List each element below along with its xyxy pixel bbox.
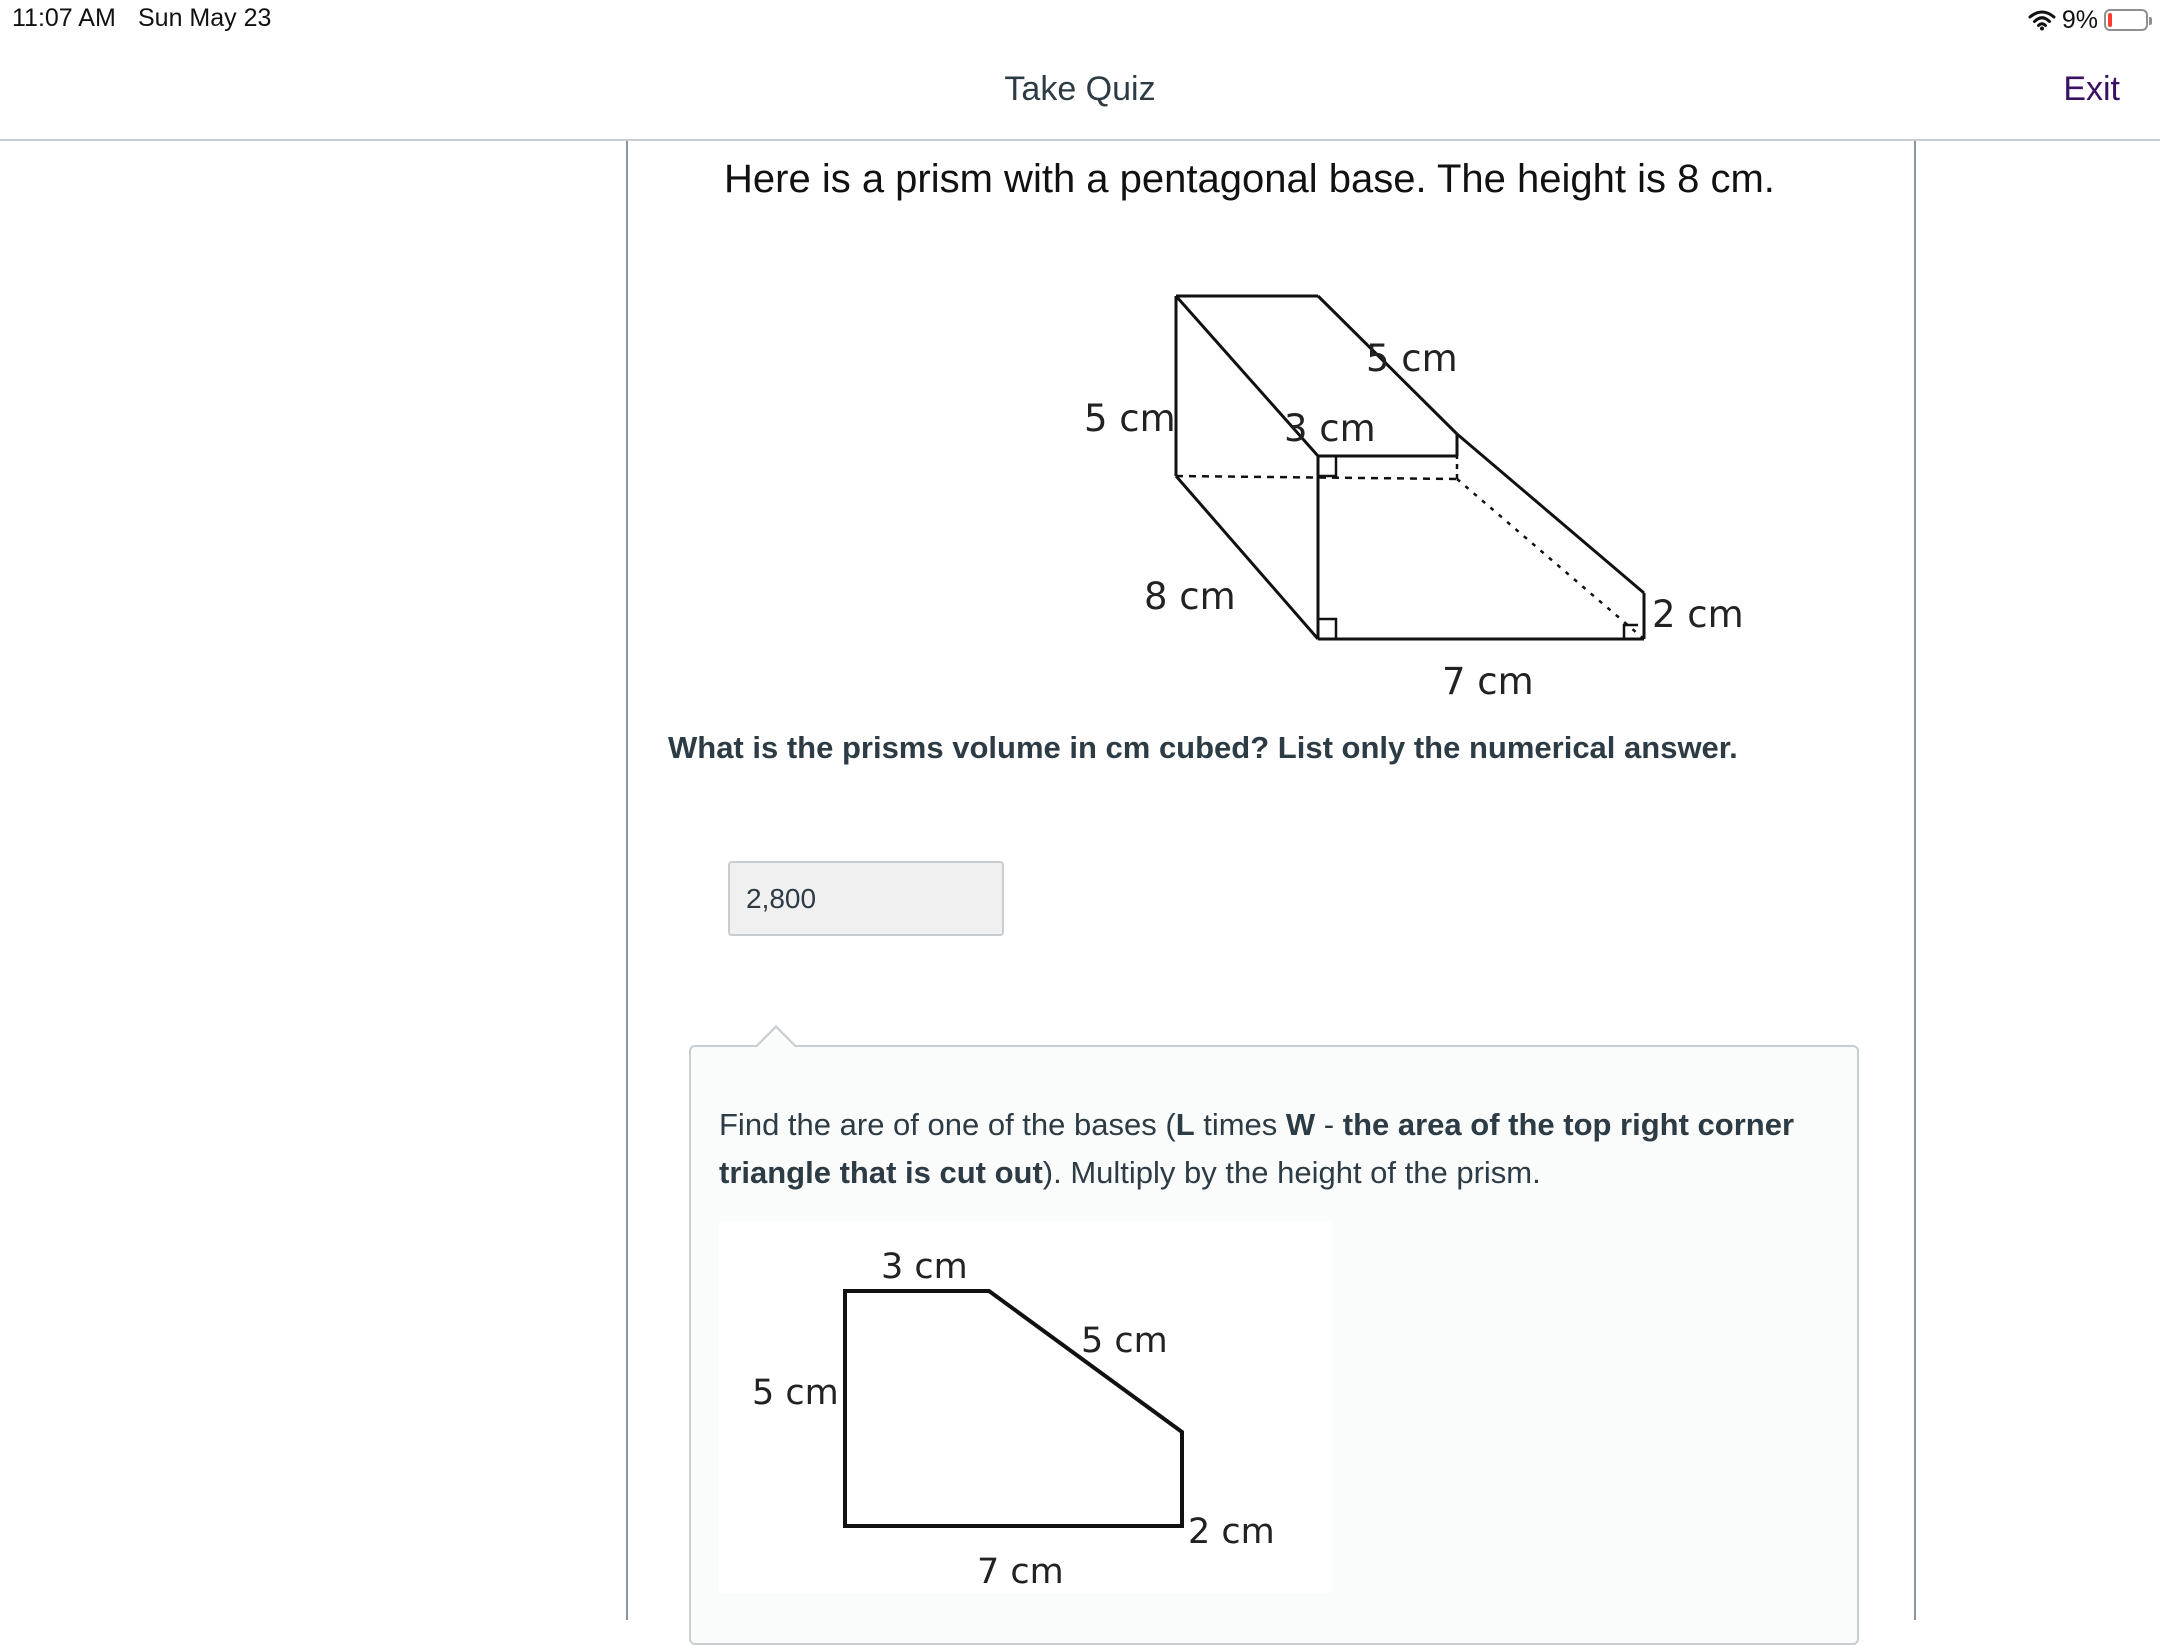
feedback-text: Find the are of one of the bases (L times W - the area of the top right corner triangle that is cut out). Multiply by the height of the prism.: [719, 1107, 1795, 1190]
answer-input[interactable]: [728, 861, 1004, 936]
prism-label-right-height: 2 cm: [1652, 593, 1744, 636]
nav-bar: [0, 40, 2160, 141]
battery-icon: [2104, 9, 2148, 31]
base-diagram: [719, 1221, 1331, 1593]
prism-label-bottom: 7 cm: [1442, 660, 1534, 701]
base-label-slant: 5 cm: [1081, 1321, 1168, 1361]
status-time: 11:07 AM: [12, 4, 116, 32]
wifi-icon: [2028, 9, 2056, 31]
exit-button[interactable]: Exit: [2063, 70, 2120, 108]
page-title: Take Quiz: [1004, 70, 1156, 108]
question-intro: Here is a prism with a pentagonal base. The height is 8 cm.: [724, 157, 1775, 201]
prism-label-top-slant: 5 cm: [1366, 337, 1458, 380]
base-label-right: 2 cm: [1188, 1512, 1275, 1552]
prism-label-depth: 8 cm: [1144, 575, 1236, 618]
prism-label-left-height: 5 cm: [1084, 397, 1176, 440]
status-indicators: [2028, 4, 2148, 36]
base-label-left: 5 cm: [752, 1373, 839, 1413]
base-label-bottom: 7 cm: [977, 1552, 1064, 1592]
question-prompt: What is the prisms volume in cm cubed? List only the numerical answer.: [668, 730, 1738, 765]
battery-percent: 9%: [2061, 5, 2098, 34]
base-label-top: 3 cm: [881, 1247, 968, 1287]
prism-label-top-step: 3 cm: [1284, 407, 1376, 450]
status-bar: [0, 0, 2160, 40]
feedback-panel: [689, 1045, 1859, 1645]
quiz-content: [626, 141, 1916, 1620]
status-date: Sun May 23: [138, 4, 272, 32]
prism-front-face: [1048, 231, 1908, 701]
battery-level: [2108, 13, 2112, 27]
